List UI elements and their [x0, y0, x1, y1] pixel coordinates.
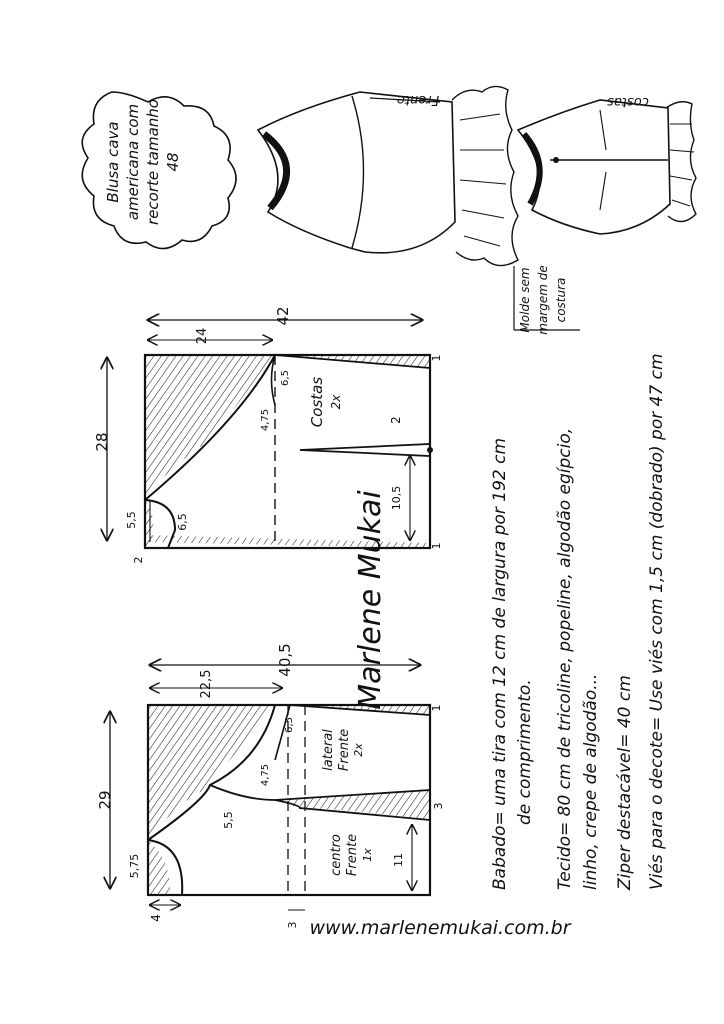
back-illustration-label: costas — [607, 94, 649, 109]
front-pattern — [96, 643, 445, 928]
back-pattern — [93, 306, 443, 563]
title-cloud — [82, 92, 236, 249]
signature — [353, 490, 388, 710]
back-corner-bottom: 1 — [430, 542, 443, 550]
center-piece-label-2: Frente — [345, 833, 360, 877]
center-piece-label-1: centro — [329, 834, 344, 876]
back-piece-label-1: Costas — [308, 376, 326, 428]
instructions — [490, 353, 667, 891]
instruction-line-5: Ziper destacável= 40 cm — [615, 675, 635, 890]
front-width-dim: 40,5 — [276, 643, 294, 677]
website-url: www.marlenemukai.com.br — [309, 917, 571, 939]
note-line-1: Molde sem — [518, 267, 532, 333]
back-corner-left: 2 — [132, 556, 145, 564]
front-corner-top: 1 — [430, 704, 443, 712]
back-width-dim: 42 — [274, 306, 292, 326]
instruction-line-4: linho, crepe de algodão... — [581, 673, 601, 890]
back-neck-width: 6,5 — [176, 513, 189, 531]
back-dart-length: 10,5 — [390, 485, 403, 511]
cloud-line-4: 48 — [164, 152, 182, 172]
side-piece-label-2: Frente — [337, 728, 352, 772]
cloud-line-1: Blusa cava — [104, 121, 122, 203]
front-illustration-label: Frente — [396, 92, 440, 107]
back-piece-label-2: 2x — [329, 394, 343, 410]
note-line-2: margem de — [536, 265, 550, 335]
front-armhole-a: 6,5 — [284, 717, 295, 733]
front-fold-dim: 3 — [286, 921, 299, 929]
instruction-line-3: Tecido= 80 cm de tricoline, popeline, algodão egípcio, — [555, 427, 575, 890]
front-armhole-b: 4,75 — [260, 763, 271, 787]
front-part-width-dim: 22,5 — [199, 669, 214, 699]
back-armhole-a: 6,5 — [280, 370, 291, 386]
front-curve-length: 5,5 — [222, 811, 235, 829]
front-cut-width: 3 — [432, 802, 445, 810]
front-height-dim: 29 — [96, 790, 114, 810]
back-neck-depth: 5,5 — [125, 511, 138, 529]
instruction-line-6: Viés para o decote= Use viés com 1,5 cm (dobrado) por 47 cm — [647, 353, 667, 890]
front-blouse-illustration — [258, 86, 518, 265]
instruction-line-1: Babado= uma tira com 12 cm de largura por 192 cm — [490, 437, 510, 890]
note-line-3: costura — [554, 277, 568, 323]
front-neck-width: 4 — [149, 914, 163, 922]
back-part-width-dim: 24 — [195, 327, 210, 345]
back-height-dim: 28 — [93, 432, 111, 452]
cloud-line-3: recorte tamanho — [144, 99, 162, 225]
back-blouse-illustration — [518, 94, 696, 234]
side-piece-label-1: lateral — [321, 729, 336, 771]
side-piece-label-3: 2x — [352, 743, 365, 757]
signature-text: Marlene Mukai — [353, 490, 388, 710]
front-neck-depth: 5,75 — [128, 853, 141, 879]
center-piece-label-3: 1x — [361, 848, 374, 862]
cloud-line-2: americana com — [124, 103, 142, 221]
back-armhole-b: 4,75 — [260, 408, 271, 432]
back-corner-top: 1 — [430, 354, 443, 362]
front-cut-length: 11 — [392, 853, 405, 867]
back-dart-width: 2 — [389, 416, 403, 424]
seam-allowance-note — [514, 265, 580, 334]
instruction-line-2: de comprimento. — [515, 679, 535, 825]
